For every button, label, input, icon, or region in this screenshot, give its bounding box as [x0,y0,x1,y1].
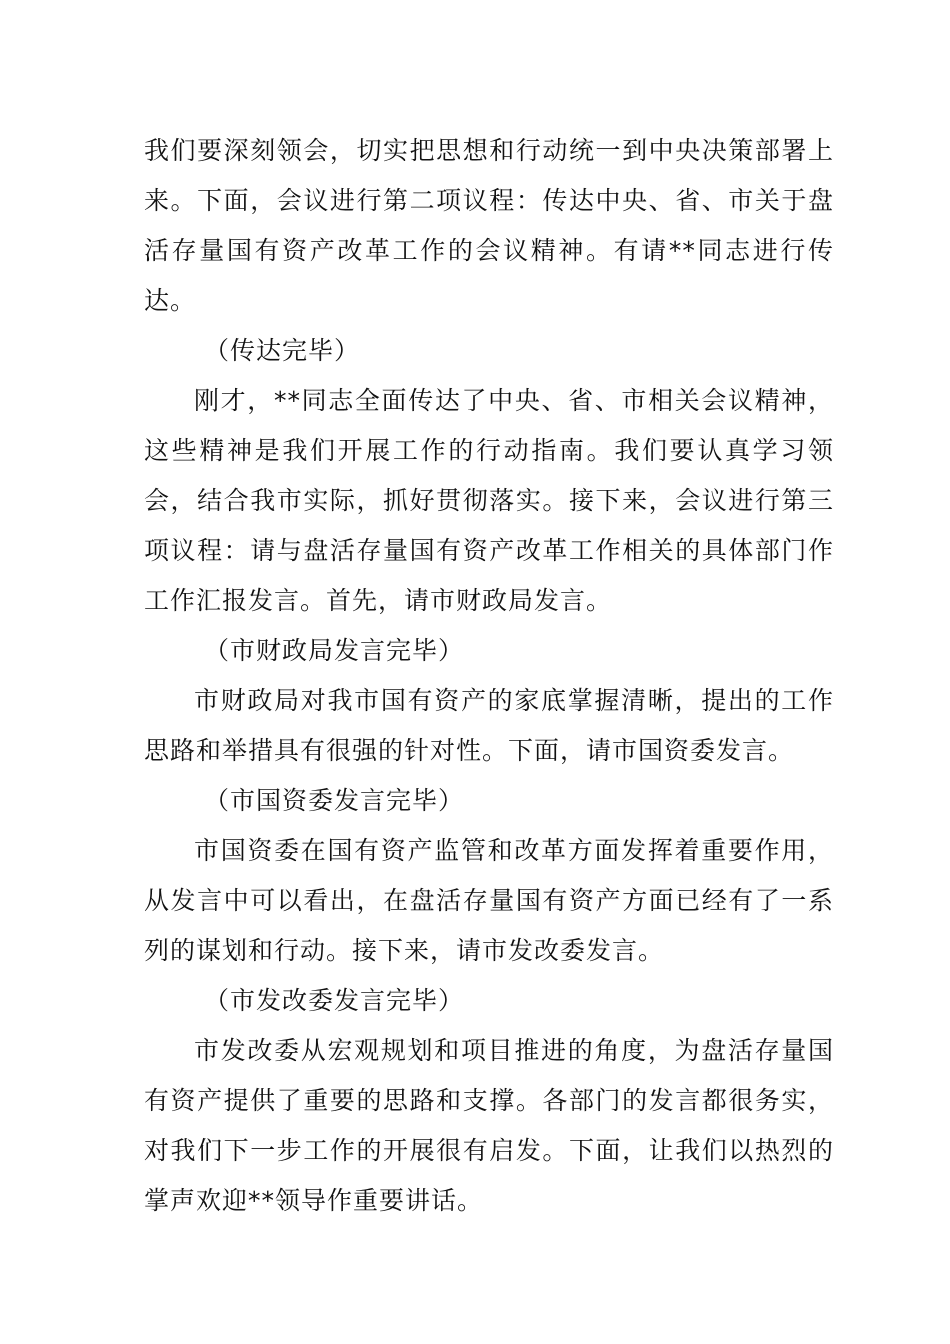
paragraph: 市发改委从宏观规划和项目推进的角度，为盘活存量国有资产提供了重要的思路和支撑。各部门的发言都很务实，对我们下一步工作的开展很有启发。下面，让我们以热烈的掌声欢迎**领导作重要讲话。 [144,1036,834,1215]
stage-note: （传达完毕） [204,336,361,365]
stage-note: （市国资委发言完毕） [204,786,465,815]
document-body [144,126,834,1226]
paragraph: 市财政局对我市国有资产的家底掌握清晰，提出的工作思路和举措具有很强的针对性。下面，请市国资委发言。 [144,686,834,765]
stage-note: （市发改委发言完毕） [204,986,465,1015]
stage-note: （市财政局发言完毕） [204,636,465,665]
paragraph: 市国资委在国有资产监管和改革方面发挥着重要作用，从发言中可以看出，在盘活存量国有资产方面已经有了一系列的谋划和行动。接下来，请市发改委发言。 [144,836,834,965]
paragraph-continuation: 我们要深刻领会，切实把思想和行动统一到中央决策部署上来。下面，会议进行第二项议程：传达中央、省、市关于盘活存量国有资产改革工作的会议精神。有请**同志进行传达。 [144,136,834,315]
paragraph: 刚才，**同志全面传达了中央、省、市相关会议精神，这些精神是我们开展工作的行动指南。我们要认真学习领会，结合我市实际，抓好贯彻落实。接下来，会议进行第三项议程：请与盘活存量国有资产改革工作相关的具体部门作工作汇报发言。首先，请市财政局发言。 [144,386,834,615]
